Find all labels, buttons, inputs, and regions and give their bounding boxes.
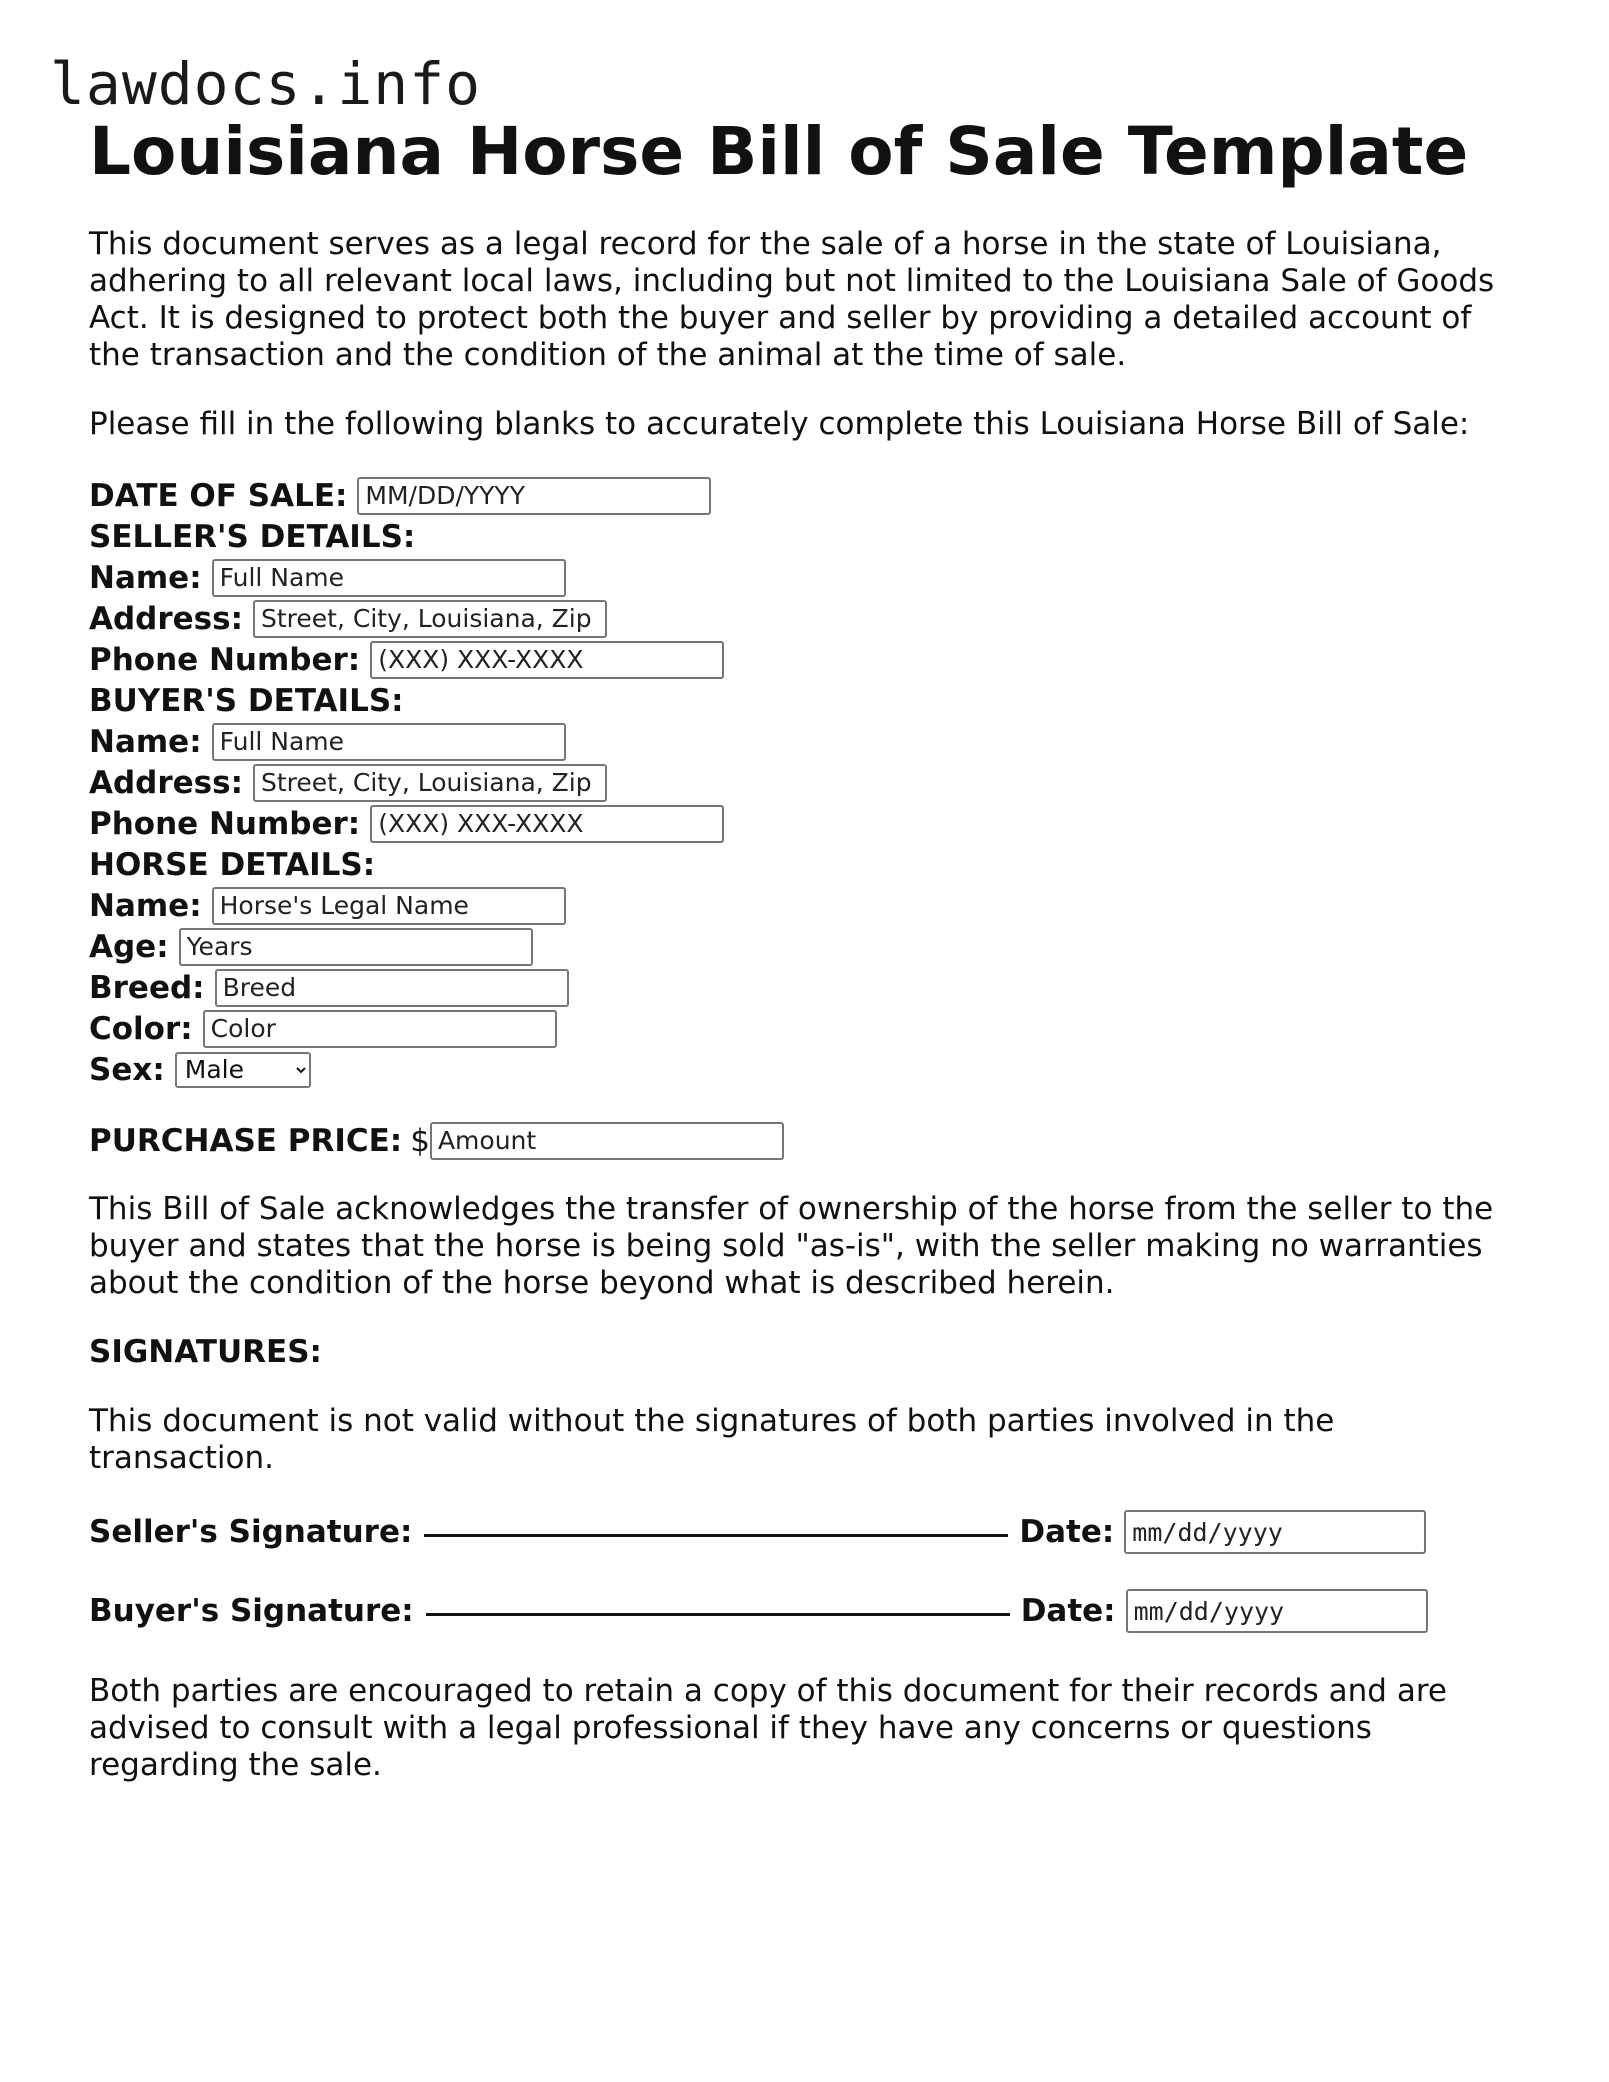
seller-phone-input[interactable] xyxy=(370,641,724,679)
buyer-address-row xyxy=(89,762,1529,803)
horse-sex-label: Sex: xyxy=(89,1051,165,1088)
date-of-sale-input[interactable] xyxy=(357,477,711,515)
horse-color-label: Color: xyxy=(89,1010,193,1047)
seller-name-row xyxy=(89,557,1529,598)
buyer-phone-label: Phone Number: xyxy=(89,805,361,842)
horse-details-heading: HORSE DETAILS: xyxy=(89,846,376,883)
buyer-signature-row xyxy=(89,1589,1529,1633)
buyer-date-input[interactable] xyxy=(1126,1589,1428,1633)
buyer-signature-label: Buyer's Signature: xyxy=(89,1593,414,1629)
buyer-details-heading: BUYER'S DETAILS: xyxy=(89,682,404,719)
buyer-phone-input[interactable] xyxy=(370,805,724,843)
seller-phone-label: Phone Number: xyxy=(89,641,361,678)
horse-details-heading-row xyxy=(89,844,1529,885)
buyer-name-input[interactable] xyxy=(212,723,566,761)
buyer-signature-line[interactable] xyxy=(426,1591,1010,1616)
buyer-phone-row xyxy=(89,803,1529,844)
horse-age-input[interactable] xyxy=(179,928,533,966)
seller-phone-row xyxy=(89,639,1529,680)
purchase-price-input[interactable] xyxy=(430,1122,784,1160)
signatures-heading: SIGNATURES: xyxy=(89,1334,322,1370)
buyer-date-label: Date: xyxy=(1020,1593,1116,1629)
horse-name-row xyxy=(89,885,1529,926)
seller-date-label: Date: xyxy=(1019,1514,1115,1550)
seller-signature-line[interactable] xyxy=(424,1512,1008,1537)
buyer-address-label: Address: xyxy=(89,764,243,801)
buyer-name-row xyxy=(89,721,1529,762)
seller-name-input[interactable] xyxy=(212,559,566,597)
intro-paragraph: This document serves as a legal record for the sale of a horse in the state of Louisiana, adhering to all relevant local laws, including but not limited to the Louisiana Sale of Goods Act. It is designed to protect both the buyer and seller by providing a detailed account of the transaction and the condition of the animal at the time of sale. xyxy=(89,226,1495,373)
currency-symbol: $ xyxy=(410,1122,430,1159)
buyer-address-input[interactable] xyxy=(253,764,607,802)
closing-paragraph: Both parties are encouraged to retain a copy of this document for their records and are advised to consult with a legal professional if they have any concerns or questions regarding the sale. xyxy=(89,1673,1447,1783)
instructions-paragraph: Please fill in the following blanks to accurately complete this Louisiana Horse Bill of Sale: xyxy=(89,406,1470,442)
seller-address-label: Address: xyxy=(89,600,243,637)
buyer-details-heading-row xyxy=(89,680,1529,721)
horse-color-row xyxy=(89,1008,1529,1049)
horse-breed-label: Breed: xyxy=(89,969,205,1006)
seller-address-input[interactable] xyxy=(253,600,607,638)
purchase-price-row xyxy=(89,1120,1529,1161)
seller-address-row xyxy=(89,598,1529,639)
seller-signature-label: Seller's Signature: xyxy=(89,1514,413,1550)
horse-sex-row xyxy=(89,1049,1529,1090)
horse-breed-row xyxy=(89,967,1529,1008)
horse-age-row xyxy=(89,926,1529,967)
document-body xyxy=(89,112,1529,1784)
horse-sex-select[interactable] xyxy=(175,1052,311,1088)
horse-age-label: Age: xyxy=(89,928,169,965)
seller-details-heading: SELLER'S DETAILS: xyxy=(89,518,416,555)
page-title: Louisiana Horse Bill of Sale Template xyxy=(89,113,1469,190)
date-of-sale-row xyxy=(89,475,1529,516)
bill-of-sale-form xyxy=(89,475,1529,1161)
seller-name-label: Name: xyxy=(89,559,202,596)
horse-color-input[interactable] xyxy=(203,1010,557,1048)
date-of-sale-label: DATE OF SALE: xyxy=(89,477,348,514)
purchase-price-label: PURCHASE PRICE: xyxy=(89,1122,403,1159)
acknowledgement-paragraph: This Bill of Sale acknowledges the transfer of ownership of the horse from the seller to the buyer and states that the horse is being sold "as-is", with the seller making no warranties about the condition of the horse beyond what is described herein. xyxy=(89,1191,1494,1301)
seller-signature-row xyxy=(89,1510,1529,1554)
seller-date-input[interactable] xyxy=(1124,1510,1426,1554)
signatures-description: This document is not valid without the signatures of both parties involved in the transaction. xyxy=(89,1403,1335,1476)
horse-name-input[interactable] xyxy=(212,887,566,925)
watermark: lawdocs.info xyxy=(50,50,482,118)
horse-name-label: Name: xyxy=(89,887,202,924)
horse-breed-input[interactable] xyxy=(215,969,569,1007)
buyer-name-label: Name: xyxy=(89,723,202,760)
seller-details-heading-row xyxy=(89,516,1529,557)
